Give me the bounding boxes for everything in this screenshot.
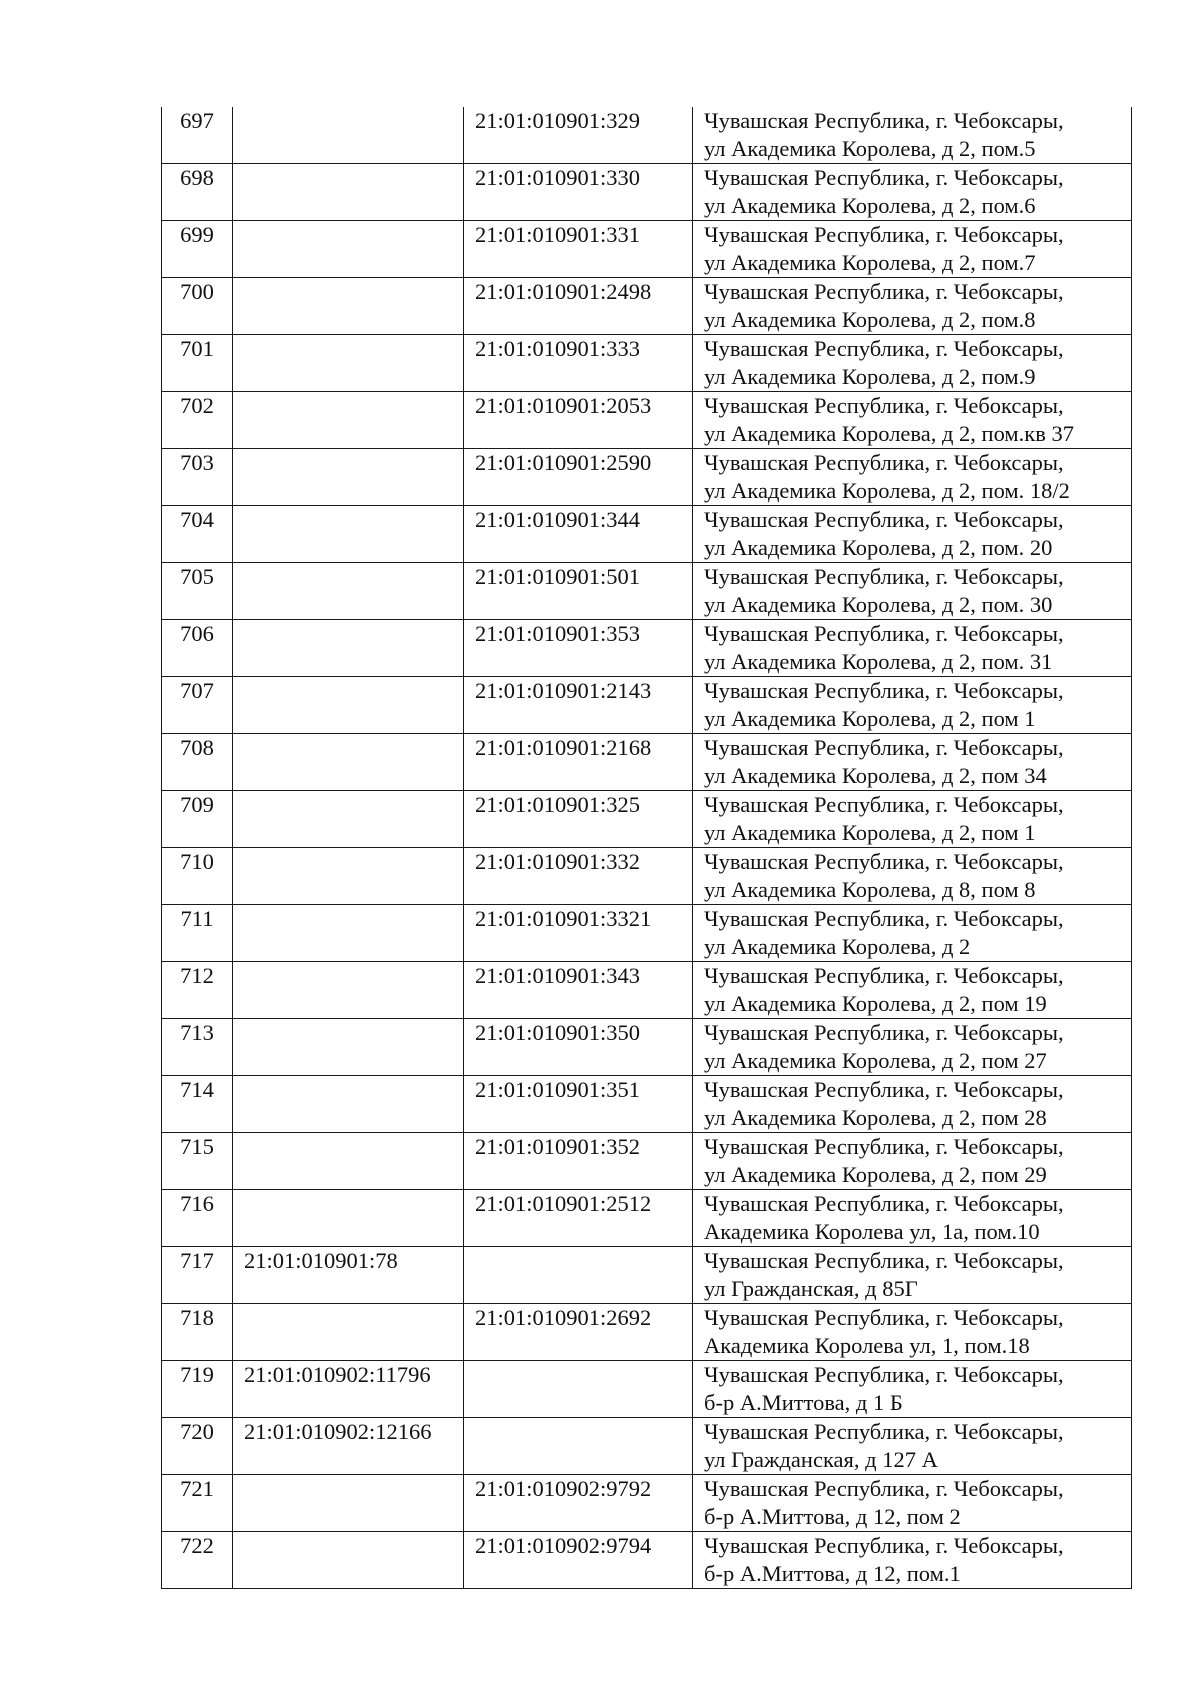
land-cadastral-number-cell	[233, 1019, 464, 1076]
address-cell	[693, 1418, 1132, 1475]
object-cadastral-number-cell: 21:01:010901:330	[464, 164, 693, 221]
row-number-cell: 722	[162, 1532, 233, 1589]
object-cadastral-number-cell: 21:01:010901:2512	[464, 1190, 693, 1247]
address-cell	[693, 1475, 1132, 1532]
address-cell	[693, 1247, 1132, 1304]
address-cell	[693, 107, 1132, 164]
row-number-cell: 720	[162, 1418, 233, 1475]
land-cadastral-number-cell	[233, 1304, 464, 1361]
address-line-region: Чувашская Республика, г. Чебоксары,	[704, 621, 1064, 646]
address-line-street: ул Академика Королева, д 2, пом 19	[704, 991, 1047, 1016]
address-cell	[693, 791, 1132, 848]
object-cadastral-number-cell	[464, 1361, 693, 1418]
table-row	[162, 1475, 1132, 1532]
object-cadastral-number-cell: 21:01:010901:2168	[464, 734, 693, 791]
table-row	[162, 449, 1132, 506]
address-cell	[693, 1019, 1132, 1076]
address-line-region: Чувашская Республика, г. Чебоксары,	[704, 792, 1064, 817]
row-number-cell: 702	[162, 392, 233, 449]
table-row	[162, 1361, 1132, 1418]
row-number-cell: 719	[162, 1361, 233, 1418]
row-number-cell: 714	[162, 1076, 233, 1133]
land-cadastral-number-cell	[233, 1190, 464, 1247]
row-number-cell: 717	[162, 1247, 233, 1304]
address-cell	[693, 1190, 1132, 1247]
row-number-cell: 699	[162, 221, 233, 278]
land-cadastral-number-cell	[233, 962, 464, 1019]
address-line-street: ул Академика Королева, д 2, пом.кв 37	[704, 421, 1074, 446]
address-line-region: Чувашская Республика, г. Чебоксары,	[704, 165, 1064, 190]
address-cell	[693, 563, 1132, 620]
table-row	[162, 677, 1132, 734]
object-cadastral-number-cell: 21:01:010901:344	[464, 506, 693, 563]
object-cadastral-number-cell: 21:01:010901:2053	[464, 392, 693, 449]
land-cadastral-number-cell	[233, 905, 464, 962]
cadastral-registry-table	[161, 107, 1132, 1589]
address-line-street: б-р А.Миттова, д 1 Б	[704, 1390, 903, 1415]
object-cadastral-number-cell: 21:01:010901:3321	[464, 905, 693, 962]
row-number-cell: 701	[162, 335, 233, 392]
address-cell	[693, 449, 1132, 506]
object-cadastral-number-cell: 21:01:010901:350	[464, 1019, 693, 1076]
address-cell	[693, 734, 1132, 791]
row-number-cell: 698	[162, 164, 233, 221]
object-cadastral-number-cell: 21:01:010901:501	[464, 563, 693, 620]
object-cadastral-number-cell	[464, 1418, 693, 1475]
object-cadastral-number-cell: 21:01:010901:332	[464, 848, 693, 905]
land-cadastral-number-cell: 21:01:010902:11796	[233, 1361, 464, 1418]
table-row	[162, 734, 1132, 791]
land-cadastral-number-cell	[233, 335, 464, 392]
address-line-street: ул Академика Королева, д 8, пом 8	[704, 877, 1036, 902]
row-number-cell: 712	[162, 962, 233, 1019]
address-line-region: Чувашская Республика, г. Чебоксары,	[704, 108, 1064, 133]
table-row	[162, 1019, 1132, 1076]
object-cadastral-number-cell: 21:01:010901:329	[464, 107, 693, 164]
table-row	[162, 962, 1132, 1019]
land-cadastral-number-cell	[233, 1076, 464, 1133]
table-row	[162, 791, 1132, 848]
object-cadastral-number-cell: 21:01:010901:353	[464, 620, 693, 677]
object-cadastral-number-cell: 21:01:010901:331	[464, 221, 693, 278]
land-cadastral-number-cell	[233, 506, 464, 563]
object-cadastral-number-cell: 21:01:010901:2590	[464, 449, 693, 506]
table-row	[162, 563, 1132, 620]
address-line-region: Чувашская Республика, г. Чебоксары,	[704, 450, 1064, 475]
row-number-cell: 704	[162, 506, 233, 563]
row-number-cell: 697	[162, 107, 233, 164]
address-line-region: Чувашская Республика, г. Чебоксары,	[704, 222, 1064, 247]
table-row	[162, 1190, 1132, 1247]
land-cadastral-number-cell	[233, 1133, 464, 1190]
row-number-cell: 706	[162, 620, 233, 677]
address-line-region: Чувашская Республика, г. Чебоксары,	[704, 906, 1064, 931]
row-number-cell: 707	[162, 677, 233, 734]
row-number-cell: 716	[162, 1190, 233, 1247]
address-line-street: б-р А.Миттова, д 12, пом 2	[704, 1504, 961, 1529]
address-line-region: Чувашская Республика, г. Чебоксары,	[704, 1533, 1064, 1558]
object-cadastral-number-cell: 21:01:010901:351	[464, 1076, 693, 1133]
table-row	[162, 905, 1132, 962]
table-row	[162, 392, 1132, 449]
address-line-street: ул Академика Королева, д 2, пом. 30	[704, 592, 1053, 617]
address-line-region: Чувашская Республика, г. Чебоксары,	[704, 1362, 1064, 1387]
object-cadastral-number-cell: 21:01:010901:2692	[464, 1304, 693, 1361]
table-row	[162, 1418, 1132, 1475]
land-cadastral-number-cell	[233, 221, 464, 278]
address-cell	[693, 506, 1132, 563]
table-row	[162, 1304, 1132, 1361]
address-cell	[693, 962, 1132, 1019]
table-row	[162, 1133, 1132, 1190]
object-cadastral-number-cell: 21:01:010901:325	[464, 791, 693, 848]
land-cadastral-number-cell	[233, 1475, 464, 1532]
address-cell	[693, 1076, 1132, 1133]
address-line-region: Чувашская Республика, г. Чебоксары,	[704, 1134, 1064, 1159]
address-line-street: ул Академика Королева, д 2	[704, 934, 971, 959]
address-line-street: ул Гражданская, д 127 А	[704, 1447, 938, 1472]
address-cell	[693, 278, 1132, 335]
table-row	[162, 1076, 1132, 1133]
address-cell	[693, 221, 1132, 278]
address-line-region: Чувашская Республика, г. Чебоксары,	[704, 1248, 1064, 1273]
address-line-region: Чувашская Республика, г. Чебоксары,	[704, 963, 1064, 988]
address-line-street: ул Академика Королева, д 2, пом 1	[704, 820, 1036, 845]
address-cell	[693, 1361, 1132, 1418]
address-line-street: ул Академика Королева, д 2, пом.6	[704, 193, 1036, 218]
row-number-cell: 713	[162, 1019, 233, 1076]
land-cadastral-number-cell: 21:01:010901:78	[233, 1247, 464, 1304]
address-cell	[693, 392, 1132, 449]
land-cadastral-number-cell	[233, 620, 464, 677]
address-line-region: Чувашская Республика, г. Чебоксары,	[704, 678, 1064, 703]
row-number-cell: 715	[162, 1133, 233, 1190]
address-cell	[693, 1304, 1132, 1361]
address-line-street: Академика Королева ул, 1, пом.18	[704, 1333, 1030, 1358]
address-cell	[693, 905, 1132, 962]
object-cadastral-number-cell: 21:01:010901:2498	[464, 278, 693, 335]
address-line-region: Чувашская Республика, г. Чебоксары,	[704, 564, 1064, 589]
table-row	[162, 164, 1132, 221]
object-cadastral-number-cell: 21:01:010901:333	[464, 335, 693, 392]
row-number-cell: 718	[162, 1304, 233, 1361]
land-cadastral-number-cell	[233, 563, 464, 620]
land-cadastral-number-cell	[233, 107, 464, 164]
address-line-street: Академика Королева ул, 1а, пом.10	[704, 1219, 1040, 1244]
address-line-region: Чувашская Республика, г. Чебоксары,	[704, 735, 1064, 760]
address-line-street: ул Академика Королева, д 2, пом.7	[704, 250, 1036, 275]
address-line-region: Чувашская Республика, г. Чебоксары,	[704, 507, 1064, 532]
row-number-cell: 709	[162, 791, 233, 848]
address-line-region: Чувашская Республика, г. Чебоксары,	[704, 1191, 1064, 1216]
address-line-region: Чувашская Республика, г. Чебоксары,	[704, 279, 1064, 304]
row-number-cell: 721	[162, 1475, 233, 1532]
address-line-street: ул Гражданская, д 85Г	[704, 1276, 918, 1301]
address-line-region: Чувашская Республика, г. Чебоксары,	[704, 393, 1064, 418]
object-cadastral-number-cell: 21:01:010901:352	[464, 1133, 693, 1190]
table-row	[162, 107, 1132, 164]
object-cadastral-number-cell: 21:01:010901:2143	[464, 677, 693, 734]
land-cadastral-number-cell	[233, 449, 464, 506]
address-line-region: Чувашская Республика, г. Чебоксары,	[704, 849, 1064, 874]
land-cadastral-number-cell	[233, 848, 464, 905]
table-row	[162, 506, 1132, 563]
address-cell	[693, 848, 1132, 905]
address-line-region: Чувашская Республика, г. Чебоксары,	[704, 1419, 1064, 1444]
address-line-region: Чувашская Республика, г. Чебоксары,	[704, 1020, 1064, 1045]
land-cadastral-number-cell	[233, 164, 464, 221]
address-line-street: ул Академика Королева, д 2, пом. 31	[704, 649, 1053, 674]
address-line-street: ул Академика Королева, д 2, пом 27	[704, 1048, 1047, 1073]
address-cell	[693, 164, 1132, 221]
address-line-street: ул Академика Королева, д 2, пом. 18/2	[704, 478, 1070, 503]
land-cadastral-number-cell	[233, 278, 464, 335]
address-line-region: Чувашская Республика, г. Чебоксары,	[704, 336, 1064, 361]
land-cadastral-number-cell: 21:01:010902:12166	[233, 1418, 464, 1475]
address-cell	[693, 1133, 1132, 1190]
object-cadastral-number-cell	[464, 1247, 693, 1304]
table-row	[162, 1532, 1132, 1589]
row-number-cell: 703	[162, 449, 233, 506]
address-line-street: ул Академика Королева, д 2, пом 28	[704, 1105, 1047, 1130]
table-row	[162, 221, 1132, 278]
land-cadastral-number-cell	[233, 791, 464, 848]
land-cadastral-number-cell	[233, 392, 464, 449]
object-cadastral-number-cell: 21:01:010902:9792	[464, 1475, 693, 1532]
object-cadastral-number-cell: 21:01:010901:343	[464, 962, 693, 1019]
land-cadastral-number-cell	[233, 677, 464, 734]
registry-table-body	[162, 107, 1132, 1589]
table-row	[162, 335, 1132, 392]
row-number-cell: 710	[162, 848, 233, 905]
address-line-street: ул Академика Королева, д 2, пом 29	[704, 1162, 1047, 1187]
address-line-region: Чувашская Республика, г. Чебоксары,	[704, 1476, 1064, 1501]
address-cell	[693, 335, 1132, 392]
table-row	[162, 620, 1132, 677]
address-line-street: б-р А.Миттова, д 12, пом.1	[704, 1561, 961, 1586]
land-cadastral-number-cell	[233, 734, 464, 791]
address-line-street: ул Академика Королева, д 2, пом 1	[704, 706, 1036, 731]
address-line-street: ул Академика Королева, д 2, пом 34	[704, 763, 1047, 788]
address-cell	[693, 1532, 1132, 1589]
object-cadastral-number-cell: 21:01:010902:9794	[464, 1532, 693, 1589]
table-row	[162, 848, 1132, 905]
address-line-street: ул Академика Королева, д 2, пом.9	[704, 364, 1036, 389]
address-line-region: Чувашская Республика, г. Чебоксары,	[704, 1077, 1064, 1102]
table-row	[162, 1247, 1132, 1304]
row-number-cell: 711	[162, 905, 233, 962]
row-number-cell: 708	[162, 734, 233, 791]
address-line-street: ул Академика Королева, д 2, пом.5	[704, 136, 1036, 161]
address-line-region: Чувашская Республика, г. Чебоксары,	[704, 1305, 1064, 1330]
address-line-street: ул Академика Королева, д 2, пом.8	[704, 307, 1036, 332]
address-cell	[693, 620, 1132, 677]
address-cell	[693, 677, 1132, 734]
row-number-cell: 705	[162, 563, 233, 620]
table-row	[162, 278, 1132, 335]
address-line-street: ул Академика Королева, д 2, пом. 20	[704, 535, 1053, 560]
land-cadastral-number-cell	[233, 1532, 464, 1589]
row-number-cell: 700	[162, 278, 233, 335]
